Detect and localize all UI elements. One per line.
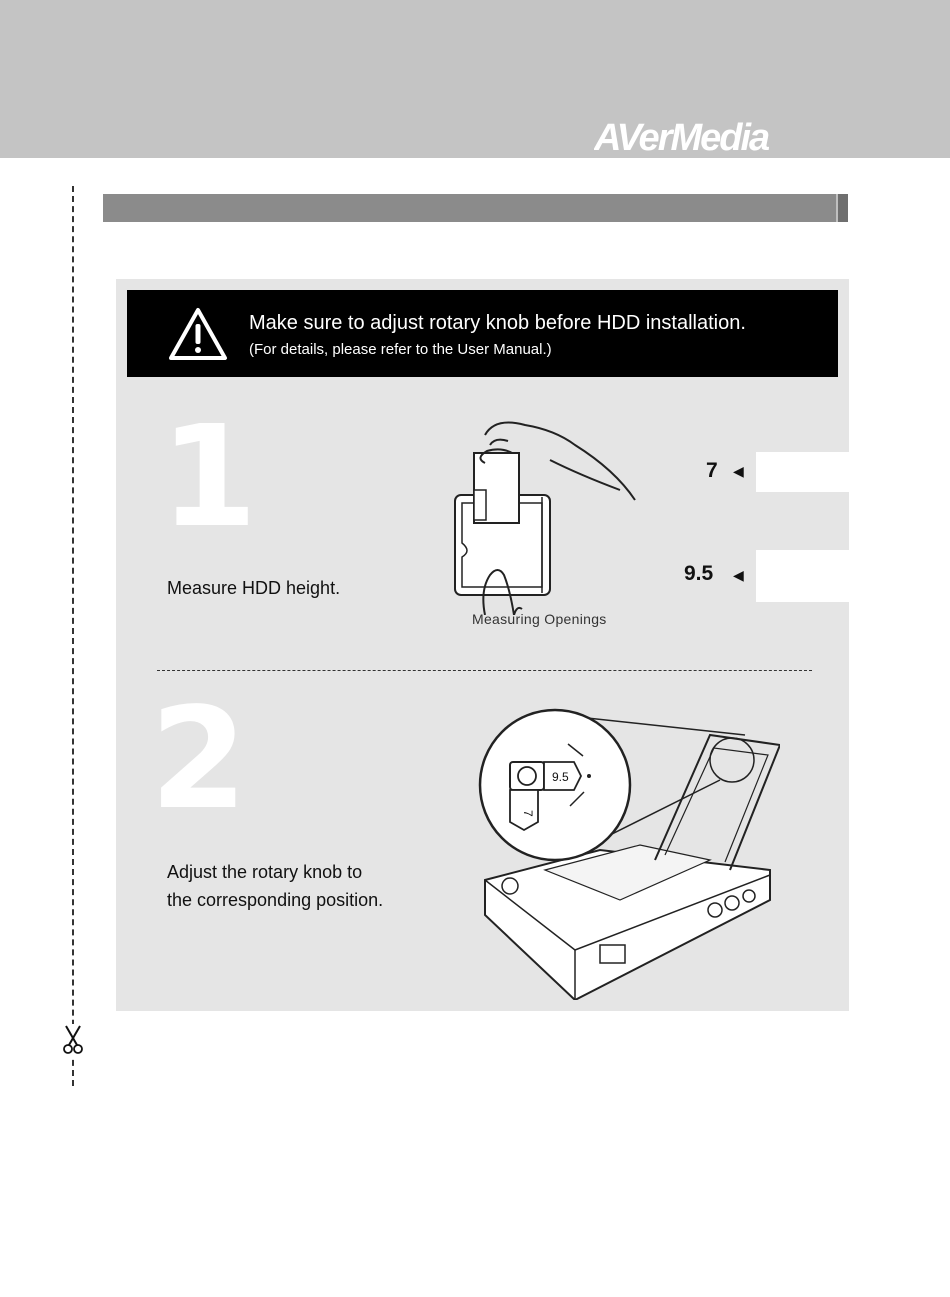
size-7-label: 7 — [706, 459, 718, 482]
step-2-number: 2 — [150, 678, 248, 841]
measuring-openings-caption: Measuring Openings — [472, 611, 607, 627]
cut-line — [72, 186, 74, 1086]
svg-text:7: 7 — [521, 810, 535, 817]
warning-title: Make sure to adjust rotary knob before HDD installation. — [249, 312, 746, 334]
warning-triangle-icon — [167, 306, 229, 362]
section-bar-tip — [836, 194, 848, 222]
header-band — [0, 0, 950, 158]
step-1-text: Measure HDD height. — [167, 578, 341, 598]
section-bar — [103, 194, 848, 222]
hdd-measuring-illustration — [430, 415, 645, 615]
step-2-text-line-1: Adjust the rotary knob to — [167, 862, 363, 882]
scissors-icon — [60, 1024, 86, 1056]
step-2-text — [167, 858, 383, 914]
step-2-text-line-2: the corresponding position. — [167, 890, 384, 910]
avermedia-logo — [594, 116, 824, 156]
step-divider — [157, 670, 812, 671]
step-1-number: 1 — [160, 396, 250, 559]
svg-text:9.5: 9.5 — [552, 770, 569, 784]
opening-9-5 — [756, 550, 849, 602]
size-7-arrow-icon: ◀ — [733, 463, 744, 479]
opening-7 — [756, 452, 849, 492]
rotary-knob-device-illustration — [470, 700, 780, 1000]
svg-text:AVerMedia: AVerMedia — [594, 117, 769, 156]
size-9-5-arrow-icon: ◀ — [733, 567, 744, 583]
warning-subtitle: (For details, please refer to the User Manual.) — [249, 341, 552, 358]
size-9-5-label: 9.5 — [684, 562, 714, 585]
warning-banner — [127, 290, 838, 377]
